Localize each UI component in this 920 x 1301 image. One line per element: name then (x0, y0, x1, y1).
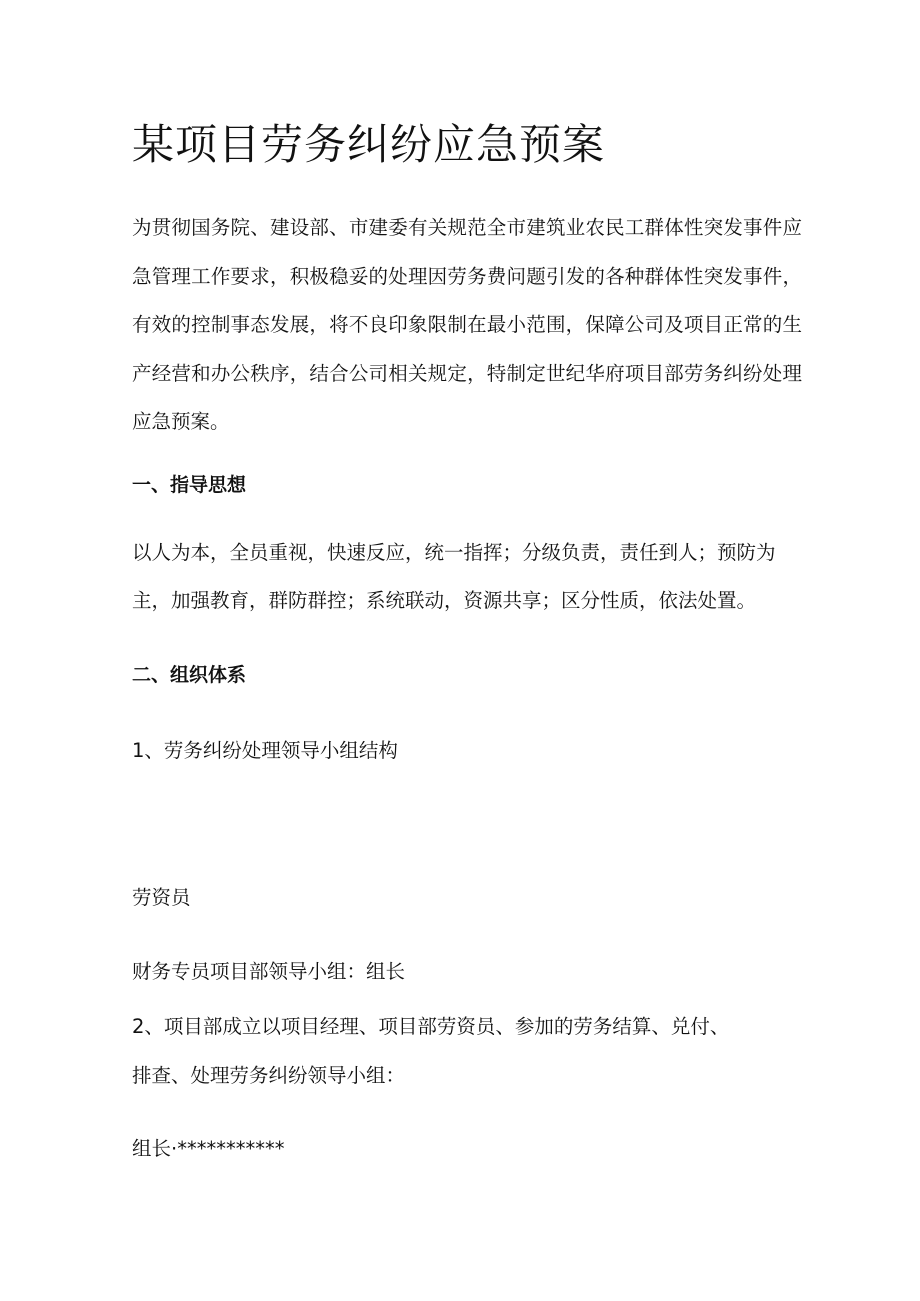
section-heading-guiding-ideology: 一、指导思想 (132, 474, 247, 496)
chart-label-labor-clerk: 劳资员 (132, 886, 191, 909)
structure-item-2-line-2: 排查、处理劳务纠纷领导小组： (132, 1064, 406, 1087)
intro-paragraph: 为贯彻国务院、建设部、市建委有关规范全市建筑业农民工群体性突发事件应急管理工作要求，积极稳妥的处理因劳务费问题引发的各种群体性突发事件，有效的控制事态发展，将不良印象限制在最小范围，保障公司及项目正常的生产经营和办公秩序，结合公司相关规定，特制定世纪华府项目部劳务纠纷处理应急预案。 (132, 216, 802, 433)
section-heading-organization: 二、组织体系 (132, 664, 247, 686)
document-title: 某项目劳务纠纷应急预案 (132, 120, 606, 169)
structure-item-2-line-1: 2、项目部成立以项目经理、项目部劳资员、参加的劳务结算、兑付、 (132, 1015, 730, 1038)
structure-item-1: 1、劳务纠纷处理领导小组结构 (132, 739, 398, 762)
guiding-ideology-paragraph: 以人为本，全员重视，快速反应，统一指挥；分级负责，责任到人；预防为主，加强教育，群防群控；系统联动，资源共享；区分性质，依法处置。 (132, 541, 776, 612)
leader-line: 组长·*********** (132, 1137, 285, 1160)
chart-label-finance-leader: 财务专员项目部领导小组：组长 (132, 960, 406, 983)
